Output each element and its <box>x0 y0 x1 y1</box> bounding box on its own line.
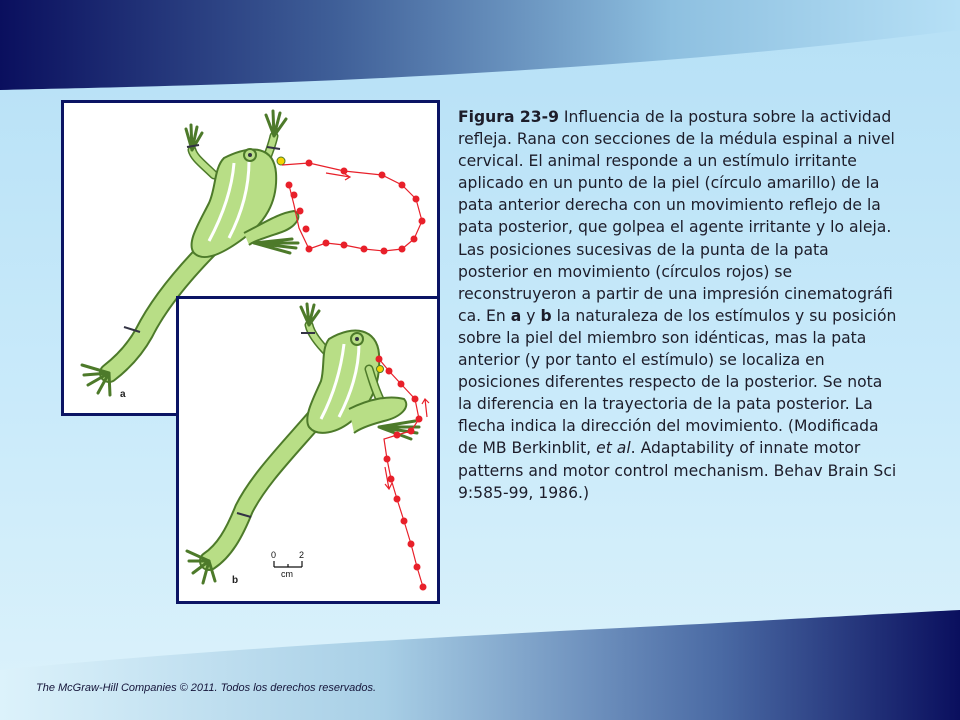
caption-text-intro: Influencia de la postura sobre la actividad refleja. Rana con secciones de la médula espinal a nivel cervical. El animal responde a un estímulo irritante aplicado en un punto de la piel (círculo amarillo) de la pata anterior derecha con un movimiento reflejo de la pata posterior, que golpea el agente irritante y lo aleja. Las posiciones sucesivas de la punta de la pata posterior en movimiento (círculos rojos) se reconstruyeron a partir de una impresión cinematográfi ca. En <box>458 108 895 325</box>
panel-label-b: b <box>232 575 239 586</box>
stimulus-marker-b <box>377 366 384 373</box>
caption-text-mid1: y <box>521 306 541 325</box>
scale-unit-label: cm <box>281 569 293 579</box>
top-wave-band <box>0 0 960 90</box>
figure-number: Figura 23-9 <box>458 108 559 126</box>
stimulus-marker-a <box>277 157 285 165</box>
caption-text-end: . Adaptability of innate motor patterns and motor control mechanism. Behav Brain Sci 9:585-99, 1986.) <box>458 439 897 502</box>
scale-bar <box>271 550 304 579</box>
figure-panel-b <box>176 296 440 604</box>
direction-arrow-b1 <box>422 399 429 417</box>
direction-arrow-a <box>326 173 350 180</box>
trajectory-points-a <box>286 160 426 255</box>
caption-text-mid2: la naturaleza de los estímulos y su posición sobre la piel del miembro son idénticas, mas la pata anterior (y por tanto el estímulo) se localiza en posiciones diferentes respecto de la posterior. Se nota la diferencia en la trayectoria de la pata posterior. La flecha indica la dirección del movimiento. (Modificada de MB Berkinblit, <box>458 306 897 458</box>
panel-label-a: a <box>120 389 126 400</box>
scale-left-label: 0 <box>271 550 277 560</box>
frog-hand-right <box>266 111 286 136</box>
trajectory-points-b <box>376 356 427 591</box>
caption-ref-a: a <box>510 306 522 325</box>
frog-foot-right <box>254 239 298 253</box>
caption-et-al: et al <box>596 439 631 458</box>
scale-right-label: 2 <box>299 550 305 560</box>
copyright-footer: The McGraw-Hill Companies © 2011. Todos los derechos reservados. <box>36 682 377 694</box>
bottom-wave-band <box>0 610 960 720</box>
frog-drawing-b <box>179 299 437 601</box>
figure-caption <box>458 106 898 504</box>
caption-ref-b: b <box>540 306 552 325</box>
trajectory-a <box>282 163 422 251</box>
frog-hand-left-b <box>301 304 319 325</box>
